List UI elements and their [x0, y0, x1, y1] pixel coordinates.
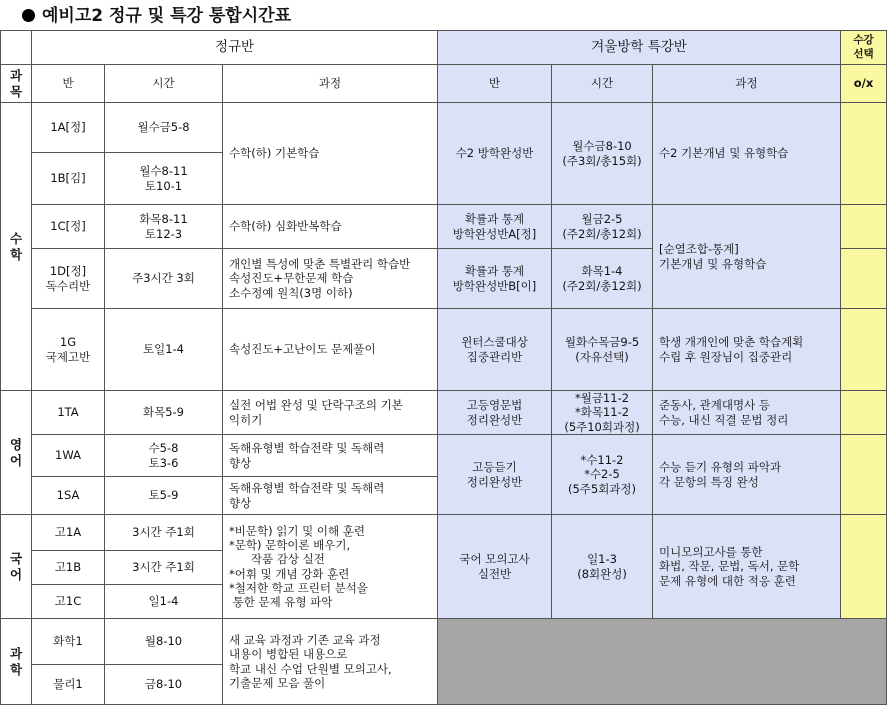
table-row-course: 새 교육 과정과 기존 교육 과정 내용이 병합된 내용으로 학교 내신 수업 단원별 모의고사, 기출문제 모음 풀이	[223, 619, 438, 705]
choice-cell[interactable]	[841, 249, 887, 309]
table-row-class: 1TA	[32, 391, 105, 435]
table-row-class: 1D[정] 독수리반	[32, 249, 105, 309]
subject-science: 과 학	[1, 619, 32, 705]
choice-cell[interactable]	[841, 515, 887, 619]
choice-cell[interactable]	[841, 435, 887, 515]
table-row-time: 화목5-9	[105, 391, 223, 435]
subject-korean: 국 어	[1, 515, 32, 619]
table-row-time: 월수금5-8	[105, 103, 223, 153]
winter-course: 준동사, 관계대명사 등 수능, 내신 직결 문법 정리	[653, 391, 841, 435]
winter-class: 확률과 통계 방학완성반B[이]	[438, 249, 552, 309]
table-row-time: 3시간 주1회	[105, 515, 223, 551]
table-row-course: 독해유형별 학습전략 및 독해력 향상	[223, 435, 438, 477]
winter-course: 미니모의고사를 통한 화법, 작문, 문법, 독서, 문학 문제 유형에 대한 적응 훈련	[653, 515, 841, 619]
header-winter: 겨울방학 특강반	[438, 31, 841, 65]
table-row-class: 1SA	[32, 477, 105, 515]
table-row-course: 개인별 특성에 맞춘 특별관리 학습반 속성진도+무한문제 학습 소수정예 원칙(3명 이하)	[223, 249, 438, 309]
table-row-time: 월8-10	[105, 619, 223, 665]
bullet-icon	[22, 9, 35, 22]
header-blank	[1, 31, 32, 65]
winter-class: 고등영문법 정리완성반	[438, 391, 552, 435]
table-row-course: 독해유형별 학습전략 및 독해력 향상	[223, 477, 438, 515]
table-row-class: 고1B	[32, 551, 105, 585]
winter-course: 학생 개개인에 맞춘 학습계획 수립 후 원장님이 집중관리	[653, 309, 841, 391]
table-row-time: 토일1-4	[105, 309, 223, 391]
table-row-class: 1WA	[32, 435, 105, 477]
table-row-course: 수학(하) 기본학습	[223, 103, 438, 205]
winter-class: 윈터스쿨대상 집중관리반	[438, 309, 552, 391]
winter-class: 국어 모의고사 실전반	[438, 515, 552, 619]
header-class: 반	[32, 65, 105, 103]
table-row-time: 월수8-11 토10-1	[105, 153, 223, 205]
table-row-class: 1G 국제고반	[32, 309, 105, 391]
header-subject: 과 목	[1, 65, 32, 103]
winter-time: 월금2-5 (주2회/총12회)	[552, 205, 653, 249]
table-row-time: 3시간 주1회	[105, 551, 223, 585]
table-row-course: 속성진도+고난이도 문제풀이	[223, 309, 438, 391]
table-row-class: 1B[김]	[32, 153, 105, 205]
table-row-class: 고1C	[32, 585, 105, 619]
subject-math: 수 학	[1, 103, 32, 391]
winter-time: *월금11-2 *화목11-2 (5주10회과정)	[552, 391, 653, 435]
choice-cell[interactable]	[841, 103, 887, 205]
header-regular: 정규반	[32, 31, 438, 65]
empty-winter-area	[438, 619, 887, 705]
header-winter-time: 시간	[552, 65, 653, 103]
table-row-course: 실전 어법 완성 및 단락구조의 기본 익히기	[223, 391, 438, 435]
page-title	[8, 4, 291, 30]
winter-class: 확률과 통계 방학완성반A[정]	[438, 205, 552, 249]
header-choice: 수강 선택	[841, 31, 887, 65]
header-winter-course: 과정	[653, 65, 841, 103]
winter-course: 수능 듣기 유형의 파악과 각 문항의 특징 완성	[653, 435, 841, 515]
winter-course: 수2 기본개념 및 유형학습	[653, 103, 841, 205]
table-row-class: 화학1	[32, 619, 105, 665]
table-row-course: 수학(하) 심화반복학습	[223, 205, 438, 249]
choice-cell[interactable]	[841, 309, 887, 391]
table-row-time: 토5-9	[105, 477, 223, 515]
choice-cell[interactable]	[841, 391, 887, 435]
winter-course: [순열조합-통계] 기본개념 및 유형학습	[653, 205, 841, 309]
page-title-text: 예비고2 정규 및 특강 통합시간표	[42, 6, 291, 26]
header-time: 시간	[105, 65, 223, 103]
table-row-time: 화목8-11 토12-3	[105, 205, 223, 249]
table-row-time: 금8-10	[105, 665, 223, 705]
table-row-time: 일1-4	[105, 585, 223, 619]
table-row-time: 주3시간 3회	[105, 249, 223, 309]
winter-class: 수2 방학완성반	[438, 103, 552, 205]
winter-class: 고등듣기 정리완성반	[438, 435, 552, 515]
winter-time: *수11-2 *수2-5 (5주5회과정)	[552, 435, 653, 515]
winter-time: 일1-3 (8회완성)	[552, 515, 653, 619]
winter-time: 월수금8-10 (주3회/총15회)	[552, 103, 653, 205]
table-row-class: 고1A	[32, 515, 105, 551]
table-row-course: *비문학) 읽기 및 이해 훈련 *문학) 문학이론 배우기, 작품 감상 실전 *어휘 및 개념 강화 훈련 *철저한 학교 프린터 분석을 통한 문제 유형 파악	[223, 515, 438, 619]
table-row-class: 1A[정]	[32, 103, 105, 153]
subject-english: 영 어	[1, 391, 32, 515]
table-row-class: 물리1	[32, 665, 105, 705]
table-row-time: 수5-8 토3-6	[105, 435, 223, 477]
winter-time: 월화수목금9-5 (자유선택)	[552, 309, 653, 391]
header-ox: o/x	[841, 65, 887, 103]
winter-time: 화목1-4 (주2회/총12회)	[552, 249, 653, 309]
choice-cell[interactable]	[841, 205, 887, 249]
table-row-class: 1C[정]	[32, 205, 105, 249]
header-winter-class: 반	[438, 65, 552, 103]
schedule-table	[0, 30, 887, 705]
header-course: 과정	[223, 65, 438, 103]
